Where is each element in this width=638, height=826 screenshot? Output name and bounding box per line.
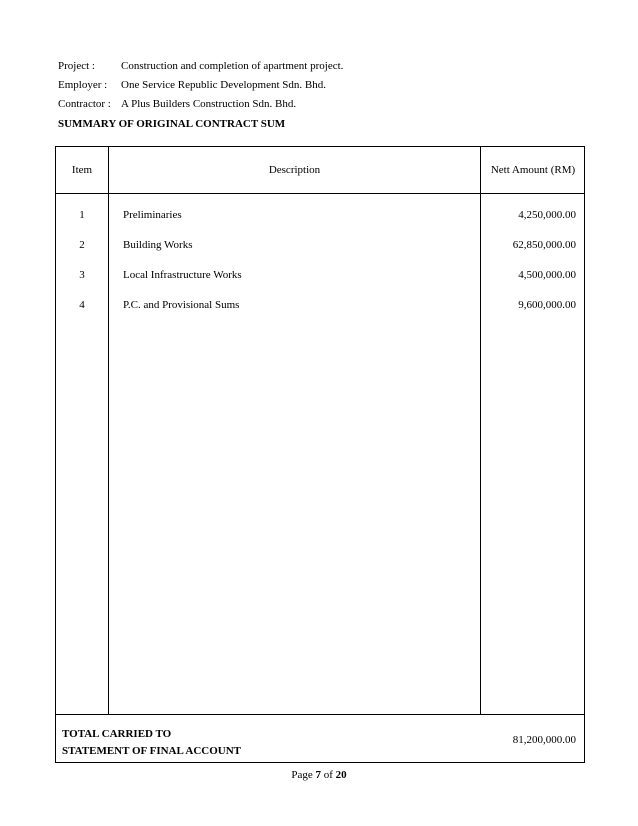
row-description: Building Works <box>123 239 193 251</box>
page-footer <box>0 769 638 781</box>
total-label-line1: TOTAL CARRIED TO <box>62 728 172 740</box>
page-of: of <box>323 769 333 781</box>
table-row <box>56 209 584 223</box>
summary-title: SUMMARY OF ORIGINAL CONTRACT SUM <box>58 118 286 130</box>
total-amount: 81,200,000.00 <box>512 734 576 746</box>
row-item-number: 2 <box>79 239 85 251</box>
table-row <box>56 299 584 313</box>
employer-value: One Service Republic Development Sdn. Bhd. <box>121 79 326 91</box>
total-label <box>62 726 241 760</box>
project-label: Project : <box>58 60 95 72</box>
column-header-description: Description <box>268 164 321 176</box>
table-row <box>56 239 584 253</box>
row-description: P.C. and Provisional Sums <box>123 299 240 311</box>
column-divider-amount <box>480 147 481 715</box>
total-divider <box>56 714 584 715</box>
row-item-number: 4 <box>79 299 85 311</box>
row-amount: 9,600,000.00 <box>518 299 576 311</box>
row-description: Local Infrastructure Works <box>123 269 242 281</box>
contractor-row <box>58 94 343 113</box>
column-header-item: Item <box>71 164 93 176</box>
project-row <box>58 56 343 75</box>
employer-label: Employer : <box>58 79 108 91</box>
column-divider-item <box>108 147 109 715</box>
contractor-value: A Plus Builders Construction Sdn. Bhd. <box>121 98 297 110</box>
row-item-number: 1 <box>79 209 85 221</box>
row-amount: 4,500,000.00 <box>518 269 576 281</box>
employer-row <box>58 75 343 94</box>
contract-sum-table <box>55 146 585 763</box>
row-amount: 62,850,000.00 <box>512 239 576 251</box>
row-item-number: 3 <box>79 269 85 281</box>
document-header <box>58 56 343 113</box>
row-amount: 4,250,000.00 <box>518 209 576 221</box>
project-value: Construction and completion of apartment project. <box>121 60 344 72</box>
page-current: 7 <box>315 769 321 781</box>
contractor-label: Contractor : <box>58 98 111 110</box>
column-header-amount: Nett Amount (RM) <box>490 164 576 176</box>
header-divider <box>56 193 584 194</box>
page-prefix: Page <box>291 769 313 781</box>
table-row <box>56 269 584 283</box>
row-description: Preliminaries <box>123 209 182 221</box>
page-total: 20 <box>335 769 347 781</box>
total-label-line2: STATEMENT OF FINAL ACCOUNT <box>62 745 241 757</box>
